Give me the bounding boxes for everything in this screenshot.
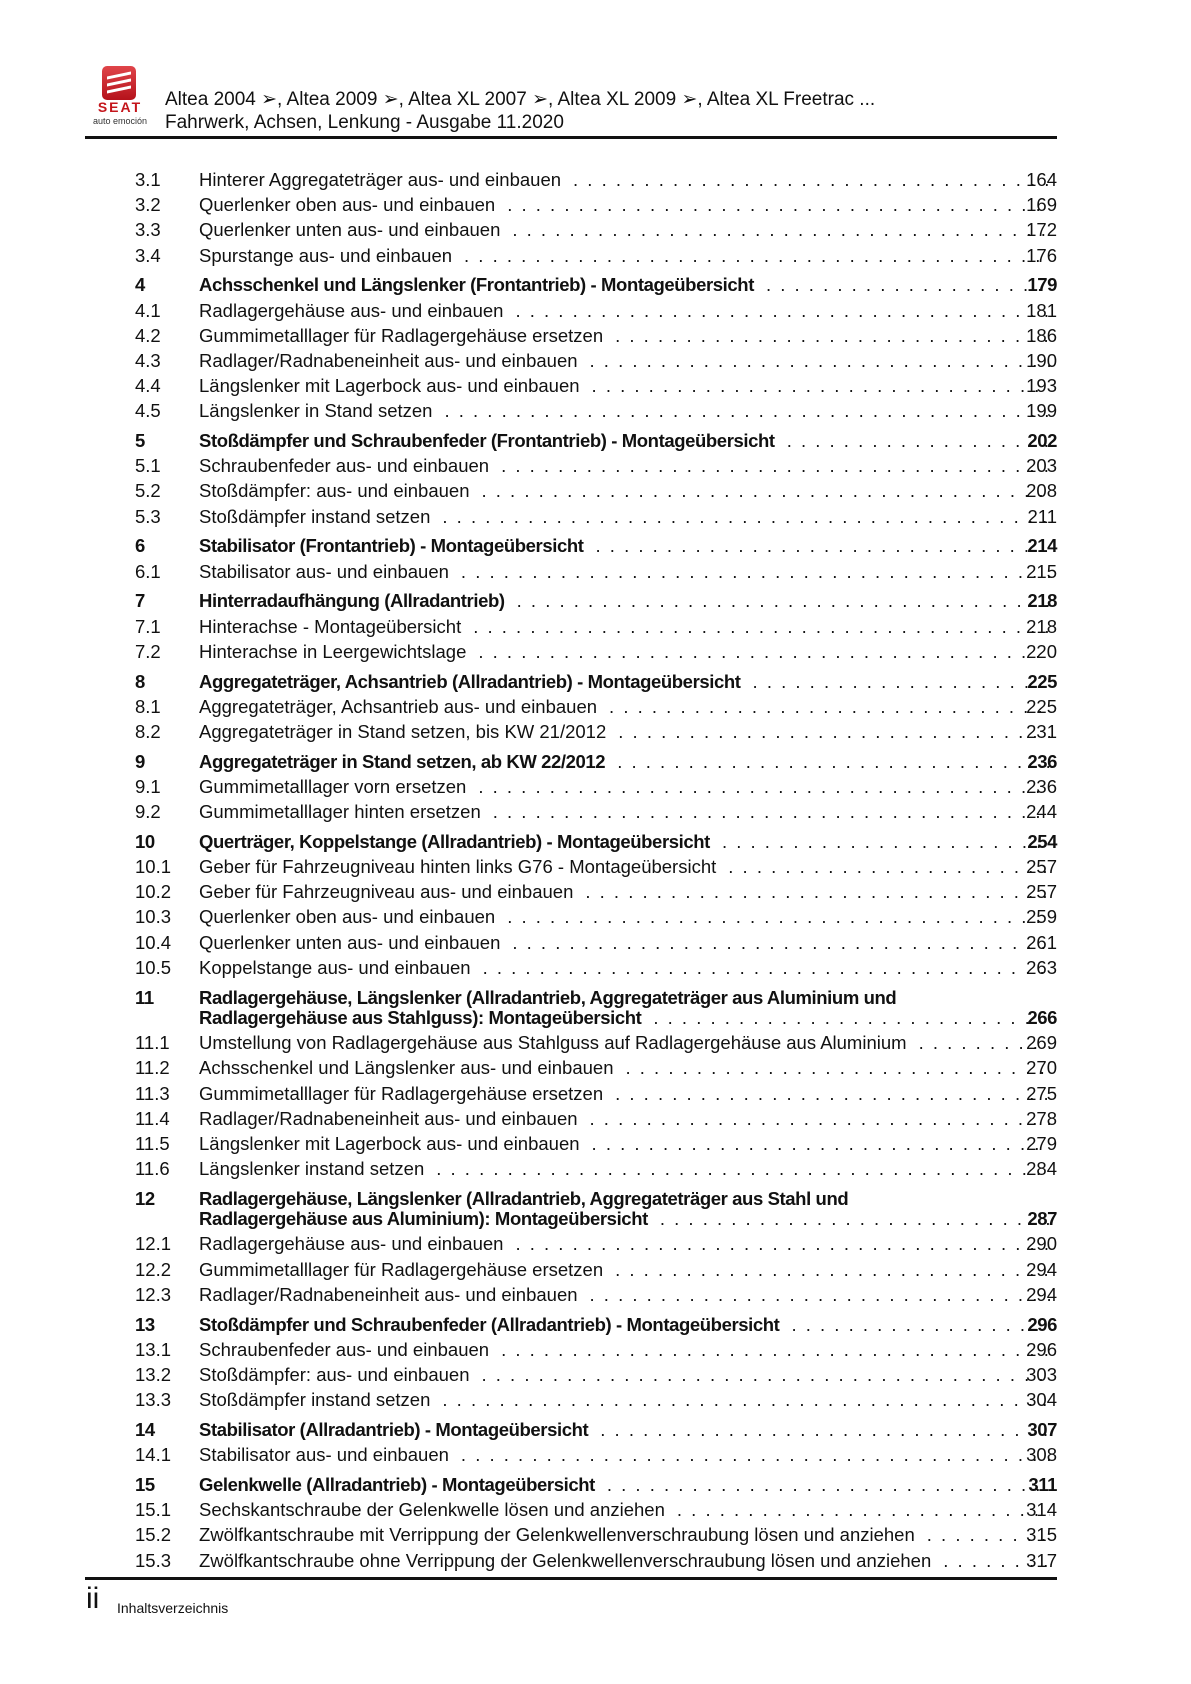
toc-number: 15.3: [135, 1549, 172, 1571]
toc-title: Aggregateträger in Stand setzen, bis KW 21/2012: [199, 720, 607, 742]
toc-page: 181: [1026, 299, 1057, 321]
toc-page: 190: [1026, 349, 1057, 371]
toc-title: Längslenker mit Lagerbock aus- und einbauen: [199, 1132, 580, 1154]
toc-title: Radlagergehäuse aus Aluminium): Montageübersicht: [199, 1208, 648, 1230]
toc-number: 11.3: [135, 1082, 170, 1104]
footer-rule: [85, 1577, 1057, 1580]
toc-page: 307: [1027, 1418, 1057, 1440]
toc-page: 303: [1026, 1364, 1057, 1385]
dot-leader: [507, 904, 1050, 929]
toc-page: 296: [1026, 1338, 1057, 1360]
toc-page: 218: [1027, 590, 1057, 612]
toc-page: 294: [1026, 1258, 1057, 1280]
toc-number: 13: [135, 1313, 155, 1335]
toc-number: 8.2: [135, 720, 161, 742]
toc-entry[interactable]: [0, 1231, 1191, 1256]
toc-page: 287: [1027, 1208, 1057, 1230]
toc-page: 244: [1026, 801, 1057, 823]
dot-leader: [512, 930, 1050, 955]
toc-number: 10.1: [135, 856, 172, 878]
toc-number: 11: [135, 986, 154, 1008]
header-models: Altea 2004 ➢, Altea 2009 ➢, Altea XL 2007 ➢, Altea XL 2009 ➢, Altea XL Freetrac ...: [165, 89, 876, 110]
toc-title: Radlager/Radnabeneinheit aus- und einbauen: [199, 1283, 578, 1305]
toc-number: 4.3: [135, 349, 161, 371]
toc-number: 4.2: [135, 324, 161, 346]
toc-title: Gelenkwelle (Allradantrieb) - Montageübersicht: [199, 1473, 595, 1495]
toc-entry[interactable]: [0, 1362, 1191, 1387]
toc-title: Zwölfkantschraube mit Verrippung der Gelenkwellenverschraubung lösen und anziehen: [199, 1524, 915, 1546]
dot-leader: [444, 398, 1050, 423]
toc-title: Radlagergehäuse aus- und einbauen: [199, 299, 504, 321]
toc-page: 311: [1028, 1473, 1057, 1495]
toc-entry[interactable]: [0, 1522, 1191, 1547]
toc-entry[interactable]: [0, 854, 1191, 879]
toc-page: 199: [1026, 400, 1057, 422]
toc-title: Radlager/Radnabeneinheit aus- und einbauen: [199, 349, 578, 371]
toc-number: 9: [135, 750, 145, 772]
toc-title: Koppelstange aus- und einbauen: [199, 956, 471, 978]
toc-number: 7: [135, 590, 145, 612]
dot-leader: [618, 719, 1050, 744]
toc-number: 8.1: [135, 695, 161, 717]
toc-page: 231: [1026, 720, 1057, 742]
toc-number: 12.3: [135, 1283, 172, 1305]
toc-entry[interactable]: [0, 243, 1191, 268]
toc-title: Längslenker mit Lagerbock aus- und einbauen: [199, 375, 580, 397]
toc-title: Radlagergehäuse aus Stahlguss): Montageübersicht: [199, 1006, 642, 1028]
dot-leader: [590, 348, 1050, 373]
toc-number: 6.1: [135, 560, 161, 582]
dot-leader: [609, 694, 1050, 719]
toc-page: 214: [1027, 535, 1057, 557]
toc-number: 11.6: [135, 1158, 170, 1180]
toc-title: Achsschenkel und Längslenker (Frontantrieb) - Montageübersicht: [199, 274, 754, 296]
toc-title: Stoßdämpfer instand setzen: [199, 1389, 431, 1411]
dot-leader: [478, 639, 1050, 664]
toc-entry[interactable]: [0, 167, 1191, 192]
toc-page: 172: [1026, 219, 1057, 241]
toc-entry[interactable]: [0, 217, 1191, 242]
dot-leader: [615, 323, 1050, 348]
dot-leader: [478, 774, 1050, 799]
dot-leader: [585, 879, 1050, 904]
toc-title: Gummimetalllager für Radlagergehäuse ersetzen: [199, 324, 604, 346]
toc-entry[interactable]: [0, 453, 1191, 478]
dot-leader: [677, 1497, 1050, 1522]
toc-entry[interactable]: [0, 879, 1191, 904]
toc-number: 3.2: [135, 194, 161, 216]
toc-number: 12.2: [135, 1258, 172, 1280]
toc-title: Aggregateträger, Achsantrieb aus- und einbauen: [199, 695, 598, 717]
toc-title: Stabilisator (Allradantrieb) - Montageübersicht: [199, 1418, 589, 1440]
toc-chapter-entry[interactable]: [0, 588, 1191, 613]
dot-leader: [436, 1156, 1050, 1181]
toc-page: 269: [1026, 1032, 1057, 1054]
toc-number: 4.4: [135, 375, 161, 397]
toc-entry[interactable]: [0, 1282, 1191, 1307]
toc-number: 11.4: [135, 1107, 170, 1129]
toc-number: 12.1: [135, 1233, 172, 1255]
toc-number: 3.3: [135, 219, 161, 241]
dot-leader: [592, 1131, 1050, 1156]
toc-number: 11.1: [135, 1032, 170, 1054]
toc-page: 270: [1026, 1057, 1057, 1079]
toc-number: 3.4: [135, 244, 161, 266]
toc-number: 4.1: [135, 299, 161, 321]
toc-number: 9.2: [135, 801, 161, 823]
toc-page: 236: [1026, 775, 1057, 797]
dot-leader: [464, 243, 1050, 268]
toc-entry[interactable]: [0, 1257, 1191, 1282]
toc-entry[interactable]: [0, 694, 1191, 719]
dot-leader: [493, 799, 1050, 824]
toc-title: Stabilisator aus- und einbauen: [199, 560, 449, 582]
toc-number: 15.2: [135, 1524, 172, 1546]
toc-entry[interactable]: [0, 504, 1191, 529]
toc-number: 10: [135, 830, 155, 852]
dot-leader: [766, 272, 1050, 297]
toc-number: 5.2: [135, 480, 161, 502]
toc-entry[interactable]: [0, 1156, 1191, 1181]
toc-entry[interactable]: [0, 1387, 1191, 1412]
toc-number: 5.3: [135, 505, 161, 527]
dot-leader: [615, 1081, 1050, 1106]
toc-number: 15.1: [135, 1499, 172, 1521]
toc-page: 179: [1027, 274, 1057, 296]
toc-title: Längslenker in Stand setzen: [199, 400, 433, 422]
header-rule: [85, 136, 1057, 139]
toc-chapter-entry[interactable]: [0, 669, 1191, 694]
dot-leader: [512, 217, 1050, 242]
toc-entry[interactable]: [0, 1030, 1191, 1055]
dot-leader: [617, 749, 1050, 774]
toc-entry[interactable]: [0, 930, 1191, 955]
dot-leader: [615, 1257, 1050, 1282]
toc-number: 10.2: [135, 881, 172, 903]
toc-title-line1: Radlagergehäuse, Längslenker (Allradantrieb, Aggregateträger aus Aluminium und: [199, 986, 897, 1008]
toc-page: 254: [1027, 830, 1057, 852]
dot-leader: [481, 1362, 1050, 1387]
toc-number: 13.1: [135, 1338, 172, 1360]
toc-entry[interactable]: [0, 398, 1191, 423]
toc-title: Hinterachse in Leergewichtslage: [199, 640, 467, 662]
toc-entry[interactable]: [0, 799, 1191, 824]
toc-number: 11.5: [135, 1132, 170, 1154]
dot-leader: [501, 1337, 1050, 1362]
toc-entry[interactable]: [0, 373, 1191, 398]
toc-entry[interactable]: [0, 559, 1191, 584]
toc-chapter-entry[interactable]: [0, 749, 1191, 774]
dot-leader: [515, 298, 1050, 323]
toc-chapter-entry[interactable]: [0, 1186, 1191, 1232]
logo-brand: SEAT: [97, 99, 143, 115]
toc-number: 5: [135, 430, 145, 452]
toc-title: Spurstange aus- und einbauen: [199, 244, 453, 266]
dot-leader: [753, 669, 1050, 694]
logo-tagline: auto emoción: [92, 116, 148, 126]
toc-title: Sechskantschraube der Gelenkwelle lösen und anziehen: [199, 1499, 665, 1521]
toc-number: 14: [135, 1418, 155, 1440]
toc-title: Gummimetalllager vorn ersetzen: [199, 775, 467, 797]
toc-chapter-entry[interactable]: [0, 272, 1191, 297]
toc-chapter-entry[interactable]: [0, 533, 1191, 558]
toc-page: 215: [1026, 560, 1057, 582]
toc-entry[interactable]: [0, 719, 1191, 744]
toc-number: 4: [135, 274, 145, 296]
toc-page: 284: [1026, 1158, 1057, 1180]
toc-title: Längslenker instand setzen: [199, 1158, 425, 1180]
toc-title: Aggregateträger in Stand setzen, ab KW 22/2012: [199, 750, 606, 772]
toc-page: 169: [1026, 194, 1057, 216]
dot-leader: [787, 428, 1050, 453]
toc-number: 12: [135, 1187, 155, 1209]
toc-number: 4.5: [135, 400, 161, 422]
toc-title: Querlenker unten aus- und einbauen: [199, 219, 501, 241]
toc-chapter-entry[interactable]: [0, 1417, 1191, 1442]
toc-title: Radlagergehäuse aus- und einbauen: [199, 1233, 504, 1255]
seat-logo-icon: [102, 66, 136, 100]
toc-number: 5.1: [135, 455, 161, 477]
toc-entry[interactable]: [0, 1442, 1191, 1467]
toc-page: 257: [1026, 856, 1057, 878]
toc-title: Querträger, Koppelstange (Allradantrieb) - Montageübersicht: [199, 830, 710, 852]
toc-title: Aggregateträger, Achsantrieb (Allradantrieb) - Montageübersicht: [199, 670, 741, 692]
dot-leader: [481, 478, 1050, 503]
toc-number: 3.1: [135, 169, 161, 190]
toc-page: 193: [1026, 375, 1057, 397]
toc-entry[interactable]: [0, 298, 1191, 323]
dot-leader: [473, 614, 1050, 639]
dot-leader: [626, 1055, 1051, 1080]
toc-page: 317: [1026, 1549, 1057, 1571]
dot-leader: [607, 1472, 1050, 1497]
toc-number: 15: [135, 1473, 155, 1495]
toc-title: Querlenker unten aus- und einbauen: [199, 931, 501, 953]
toc-title: Hinterer Aggregateträger aus- und einbauen: [199, 169, 562, 190]
toc-page: 296: [1027, 1313, 1057, 1335]
dot-leader: [590, 1282, 1050, 1307]
toc-entry[interactable]: [0, 1081, 1191, 1106]
toc-chapter-entry[interactable]: [0, 428, 1191, 453]
toc-entry[interactable]: [0, 192, 1191, 217]
toc-entry[interactable]: [0, 1055, 1191, 1080]
toc-number: 13.3: [135, 1389, 172, 1411]
toc-page: 259: [1026, 906, 1057, 928]
toc-number: 10.4: [135, 931, 172, 953]
toc-title: Gummimetalllager für Radlagergehäuse ersetzen: [199, 1082, 604, 1104]
toc-page: 220: [1026, 640, 1057, 662]
toc-title: Umstellung von Radlagergehäuse aus Stahlguss auf Radlagergehäuse aus Aluminium: [199, 1032, 907, 1054]
toc-title: Radlager/Radnabeneinheit aus- und einbauen: [199, 1107, 578, 1129]
toc-page: 203: [1026, 455, 1057, 477]
toc-title: Stoßdämpfer und Schraubenfeder (Frontantrieb) - Montageübersicht: [199, 430, 775, 452]
toc-page: 208: [1026, 480, 1057, 502]
dot-leader: [507, 192, 1050, 217]
toc-title: Stabilisator aus- und einbauen: [199, 1444, 449, 1466]
toc-entry[interactable]: [0, 955, 1191, 980]
dot-leader: [442, 1387, 1050, 1412]
toc-entry[interactable]: [0, 323, 1191, 348]
footer-page-number: ii: [86, 1582, 100, 1615]
dot-leader: [483, 955, 1050, 980]
toc-title: Hinterachse - Montageübersicht: [199, 615, 462, 637]
toc-page: 202: [1027, 430, 1057, 452]
toc-entry[interactable]: [0, 1497, 1191, 1522]
dot-leader: [722, 829, 1050, 854]
toc-entry[interactable]: [0, 1337, 1191, 1362]
toc-title: Stoßdämpfer: aus- und einbauen: [199, 1364, 470, 1385]
dot-leader: [442, 504, 1050, 529]
toc-entry[interactable]: [0, 639, 1191, 664]
toc-page: 278: [1026, 1107, 1057, 1129]
toc-title-line1: Radlagergehäuse, Längslenker (Allradantrieb, Aggregateträger aus Stahl und: [199, 1187, 849, 1209]
dot-leader: [791, 1312, 1050, 1337]
dot-leader: [501, 453, 1050, 478]
toc-title: Geber für Fahrzeugniveau aus- und einbauen: [199, 881, 574, 903]
toc-page: 315: [1026, 1524, 1057, 1546]
toc-entry[interactable]: [0, 1131, 1191, 1156]
toc-page: 308: [1026, 1444, 1057, 1466]
dot-leader: [600, 1417, 1050, 1442]
toc-number: 11.2: [135, 1057, 170, 1079]
toc-page: 211: [1027, 505, 1057, 527]
toc-page: 257: [1026, 881, 1057, 903]
toc-page: 225: [1026, 695, 1057, 717]
toc-entry[interactable]: [0, 774, 1191, 799]
toc-number: 8: [135, 670, 145, 692]
footer-section: Inhaltsverzeichnis: [117, 1600, 229, 1616]
toc-page: 176: [1026, 244, 1057, 266]
dot-leader: [461, 559, 1050, 584]
toc-number: 6: [135, 535, 145, 557]
dot-leader: [728, 854, 1050, 879]
toc-title: Querlenker oben aus- und einbauen: [199, 194, 496, 216]
toc-entry[interactable]: [0, 614, 1191, 639]
dot-leader: [461, 1442, 1050, 1467]
toc-entry[interactable]: [0, 904, 1191, 929]
dot-leader: [573, 167, 1050, 192]
toc-page: 225: [1027, 670, 1057, 692]
dot-leader: [590, 1106, 1050, 1131]
header-subtitle: Fahrwerk, Achsen, Lenkung - Ausgabe 11.2020: [165, 112, 564, 133]
toc-title: Zwölfkantschraube ohne Verrippung der Gelenkwellenverschraubung lösen und anziehen: [199, 1549, 932, 1571]
toc-page: 275: [1026, 1082, 1057, 1104]
toc-number: 7.2: [135, 640, 161, 662]
toc-title: Stoßdämpfer instand setzen: [199, 505, 431, 527]
toc-page: 314: [1026, 1499, 1057, 1521]
toc-title: Stoßdämpfer und Schraubenfeder (Allradantrieb) - Montageübersicht: [199, 1313, 780, 1335]
toc-number: 7.1: [135, 615, 161, 637]
toc-page: 263: [1026, 956, 1057, 978]
toc-title: Geber für Fahrzeugniveau hinten links G76 - Montageübersicht: [199, 856, 717, 878]
toc-number: 14.1: [135, 1444, 172, 1466]
toc-title: Schraubenfeder aus- und einbauen: [199, 455, 490, 477]
toc-page: 186: [1026, 324, 1057, 346]
toc-chapter-entry[interactable]: [0, 985, 1191, 1031]
dot-leader: [515, 1231, 1050, 1256]
toc-title: Achsschenkel und Längslenker aus- und einbauen: [199, 1057, 614, 1079]
toc-chapter-entry[interactable]: [0, 829, 1191, 854]
toc-chapter-entry[interactable]: [0, 1472, 1191, 1497]
toc-entry[interactable]: [0, 1106, 1191, 1131]
toc-title: Querlenker oben aus- und einbauen: [199, 906, 496, 928]
toc-entry[interactable]: [0, 1548, 1191, 1573]
toc-title: Gummimetalllager für Radlagergehäuse ersetzen: [199, 1258, 604, 1280]
toc-page: 236: [1027, 750, 1057, 772]
dot-leader: [596, 533, 1050, 558]
seat-logo: [84, 66, 156, 126]
toc-title: Gummimetalllager hinten ersetzen: [199, 801, 481, 823]
table-of-contents: [0, 167, 1191, 1573]
toc-number: 10.3: [135, 906, 172, 928]
toc-page: 218: [1026, 615, 1057, 637]
toc-title: Stabilisator (Frontantrieb) - Montageübersicht: [199, 535, 584, 557]
toc-number: 9.1: [135, 775, 161, 797]
dot-leader: [592, 373, 1050, 398]
toc-number: 10.5: [135, 956, 172, 978]
toc-page: 304: [1026, 1389, 1057, 1411]
toc-entry[interactable]: [0, 478, 1191, 503]
toc-title: Schraubenfeder aus- und einbauen: [199, 1338, 490, 1360]
dot-leader: [653, 1005, 1050, 1030]
toc-page: 164: [1026, 169, 1057, 190]
toc-page: 294: [1026, 1283, 1057, 1305]
toc-page: 279: [1026, 1132, 1057, 1154]
toc-chapter-entry[interactable]: [0, 1312, 1191, 1337]
toc-page: 266: [1027, 1006, 1057, 1028]
toc-number: 13.2: [135, 1364, 172, 1385]
toc-entry[interactable]: [0, 348, 1191, 373]
toc-title: Stoßdämpfer: aus- und einbauen: [199, 480, 470, 502]
dot-leader: [517, 588, 1050, 613]
toc-page: 290: [1026, 1233, 1057, 1255]
dot-leader: [660, 1206, 1050, 1231]
toc-title: Hinterradaufhängung (Allradantrieb): [199, 590, 505, 612]
toc-page: 261: [1026, 931, 1057, 953]
